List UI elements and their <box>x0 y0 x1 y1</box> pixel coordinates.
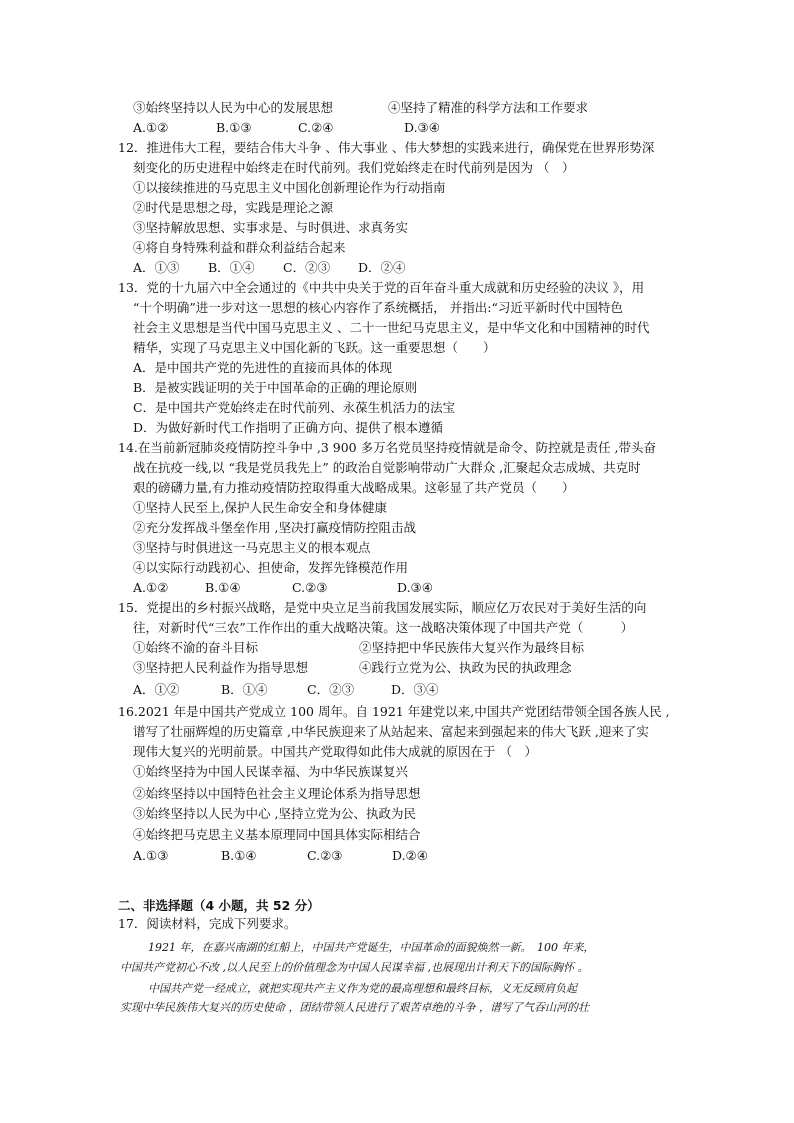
q12-answer-b: B．①④ <box>208 260 255 275</box>
q13-option-d: D．为做好新时代工作指明了正确方向、提供了根本遵循 <box>133 420 444 435</box>
q15-option-4: ④践行立党为公、执政为民的执政理念 <box>359 660 572 675</box>
q13-stem-line-2: “十个明确”进一步对这一思想的核心内容作了系统概括， 并指出:“习近平新时代中国特色 <box>133 300 623 315</box>
q15-option-1: ①始终不渝的奋斗目标 <box>133 640 259 655</box>
q14-stem-line-1: 14.在当前新冠肺炎疫情防控斗争中 ,3 900 多万名党员坚持疫情就是命令、防控就是责任 ,带头奋 <box>118 440 657 455</box>
q15-answer-b: B．①④ <box>221 682 268 697</box>
q16-option-1: ①始终坚持为中国人民谋幸福、为中华民族谋复兴 <box>133 764 409 779</box>
q15-answers <box>0 682 439 698</box>
q12-stem-line-2: 刻变化的历史进程中始终走在时代前列。我们党始终走在时代前列是因为 （ ） <box>133 160 575 175</box>
q16-stem-line-1: 16.2021 年是中国共产党成立 100 周年。自 1921 年建党以来,中国共产党团结带领全国各族人民 , <box>118 704 670 719</box>
q16-option-2: ②始终坚持以中国特色社会主义理论体系为指导思想 <box>133 786 421 801</box>
q15-answer-c: C．②③ <box>307 682 355 697</box>
q12-answers <box>0 260 406 276</box>
q14-stem-line-3: 艰的磅礴力量,有力推动疫情防控取得重大战略成果。这彰显了共产党员（ ） <box>133 480 575 495</box>
q13-stem-line-3: 社会主义思想是当代中国马克思主义 、二十一世纪马克思主义，是中华文化和中国精神的时代 <box>133 320 650 335</box>
q14-answers <box>0 580 433 596</box>
q15-option-3: ③坚持把人民利益作为指导思想 <box>133 660 309 675</box>
q13-stem-line-1: 13．党的十九届六中全会通过的《中共中央关于党的百年奋斗重大成就和历史经验的决议 》，用 <box>118 280 645 295</box>
q11-option-4: ④坚持了精准的科学方法和工作要求 <box>388 100 589 115</box>
q13-option-c: C．是中国共产党始终走在时代前列、永葆生机活力的法宝 <box>133 400 456 415</box>
q16-answers <box>0 848 428 864</box>
passage-line-1: 1921 年，在嘉兴南湖的红船上，中国共产党诞生，中国革命的面貌焕然一新。 100 年来， <box>148 941 595 954</box>
passage-line-2: 中国共产党初心不改 ,以人民至上的价值理念为中国人民谋幸福 ,也展现出计利天下的国际胸怀 。 <box>120 961 589 974</box>
q12-option-3: ③坚持解放思想、实事求是、与时俱进、求真务实 <box>133 220 409 235</box>
q16-answer-d: D.②④ <box>392 848 428 863</box>
q15-answer-d: D．③④ <box>391 682 439 697</box>
q12-option-2: ②时代是思想之母，实践是理论之源 <box>133 200 334 215</box>
q16-answer-c: C.②③ <box>307 848 343 863</box>
q15-options-row-1 <box>0 640 584 656</box>
q16-option-4: ④始终把马克思主义基本原理同中国具体实际相结合 <box>133 827 421 842</box>
q12-answer-c: C．②③ <box>283 260 331 275</box>
q13-option-b: B．是被实践证明的关于中国革命的正确的理论原则 <box>133 380 418 395</box>
q12-stem-line-1: 12．推进伟大工程，要结合伟大斗争 、伟大事业 、伟大梦想的实践来进行，确保党在世界形势深 <box>118 140 655 155</box>
q15-answer-a: A．①② <box>133 682 180 697</box>
q14-answer-a: A.①② <box>133 580 169 595</box>
section-heading: 二、非选择题（4 小题，共 52 分） <box>118 898 320 913</box>
q11-options-row-1 <box>0 100 588 116</box>
q14-option-4: ④以实际行动践初心、担使命，发挥先锋模范作用 <box>133 560 409 575</box>
q14-option-3: ③坚持与时俱进这一马克思主义的根本观点 <box>133 540 371 555</box>
q14-answer-d: D.③④ <box>397 580 433 595</box>
q14-option-2: ②充分发挥战斗堡垒作用 ,坚决打赢疫情防控阻击战 <box>133 520 416 535</box>
q13-option-a: A．是中国共产党的先进性的直接而具体的体现 <box>133 360 393 375</box>
q12-option-1: ①以接续推进的马克思主义中国化创新理论作为行动指南 <box>133 180 446 195</box>
q15-options-row-2 <box>0 660 572 676</box>
q11-answer-b: B.①③ <box>216 120 252 135</box>
q12-answer-d: D．②④ <box>358 260 406 275</box>
q14-answer-b: B.①④ <box>205 580 241 595</box>
q12-answer-a: A．①③ <box>133 260 180 275</box>
q14-stem-line-2: 战在抗疫一线,以 “我是党员我先上” 的政治自觉影响带动广大群众 ,汇聚起众志成城、共克时 <box>133 460 641 475</box>
q17-stem: 17．阅读材料，完成下列要求。 <box>118 916 297 931</box>
q11-answer-a: A.①② <box>133 120 169 135</box>
q14-option-1: ①坚持人民至上,保护人民生命安全和身体健康 <box>133 500 387 515</box>
q11-answers <box>0 120 440 136</box>
q15-option-2: ②坚持把中华民族伟大复兴作为最终目标 <box>359 640 585 655</box>
q16-answer-a: A.①③ <box>133 848 169 863</box>
q13-stem-line-4: 精华，实现了马克思主义中国化新的飞跃。这一重要思想（ ） <box>133 340 496 355</box>
q11-answer-c: C.②④ <box>298 120 334 135</box>
q16-stem-line-3: 现伟大复兴的光明前景。中国共产党取得如此伟大成就的原因在于 （ ） <box>133 744 537 759</box>
q16-option-3: ③始终坚持以人民为中心 ,坚持立党为公、执政为民 <box>133 806 416 821</box>
passage-line-4: 实现中华民族伟大复兴的历史使命 ，团结带领人民进行了艰苦卓绝的斗争 ，谱写了气吞山河的壮 <box>120 1001 589 1014</box>
q12-option-4: ④将自身特殊利益和群众利益结合起来 <box>133 240 346 255</box>
q11-option-3: ③始终坚持以人民为中心的发展思想 <box>133 100 334 115</box>
q15-stem-line-1: 15．党提出的乡村振兴战略，是党中央立足当前我国发展实际，顺应亿万农民对于美好生活的向 <box>118 600 647 615</box>
q15-stem-line-2: 往，对新时代“三农”工作作出的重大战略决策。这一战略决策体现了中国共产党（ ） <box>133 620 634 635</box>
q16-stem-line-2: 谱写了壮丽辉煌的历史篇章 ,中华民族迎来了从站起来、富起来到强起来的伟大飞跃 ,迎来了实 <box>133 724 649 739</box>
passage-line-3: 中国共产党一经成立，就把实现共产主义作为党的最高理想和最终目标，义无反顾肩负起 <box>148 982 577 995</box>
q14-answer-c: C.②③ <box>292 580 328 595</box>
q11-answer-d: D.③④ <box>404 120 440 135</box>
q16-answer-b: B.①④ <box>221 848 257 863</box>
